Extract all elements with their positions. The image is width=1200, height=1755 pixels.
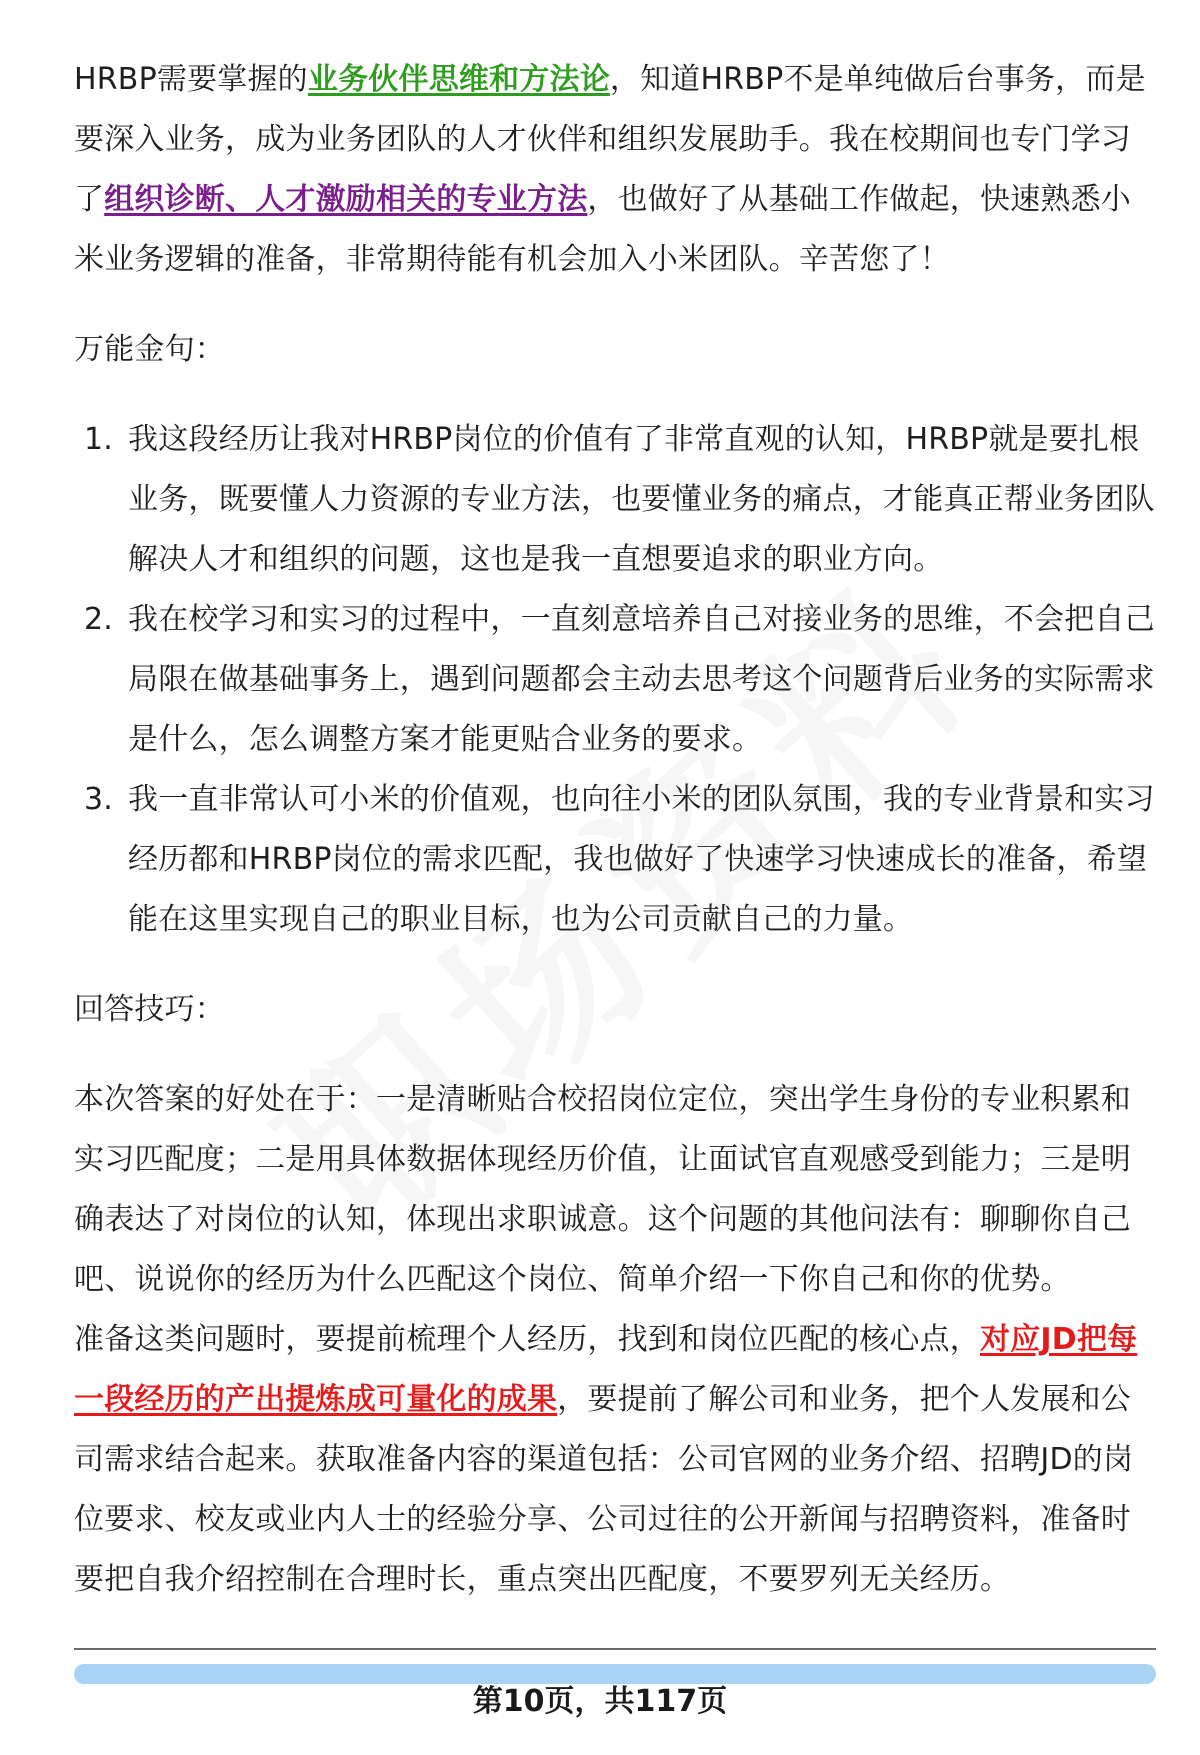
highlight-business-partner: 业务伙伴思维和方法论: [307, 62, 610, 97]
intro-text-2: ，知道HRBP不是单纯做后台事务，而是要深入业务，成为业务团队的人才伙伴和组织发展助手。我在校期间也专门学习了: [74, 62, 1146, 217]
intro-paragraph: [74, 50, 1156, 290]
tips-text-1: 准备这类问题时，要提前梳理个人经历，找到和岗位匹配的核心点，: [74, 1322, 980, 1357]
list-item: [74, 770, 1156, 950]
list-item: [74, 410, 1156, 590]
list-number: 2.: [84, 602, 114, 637]
list-item: [74, 590, 1156, 770]
highlight-professional-methods: 组织诊断、人才激励相关的专业方法: [104, 182, 588, 217]
answer-tips-heading: 回答技巧：: [74, 992, 225, 1027]
document-body: [74, 50, 1156, 1610]
list-item-text: 我这段经历让我对HRBP岗位的价值有了非常直观的认知，HRBP就是要扎根业务，既要懂人力资源的专业方法，也要懂业务的痛点，才能真正帮业务团队解决人才和组织的问题，这也是我一直想要追求的职业方向。: [128, 422, 1155, 577]
tips-text-2: ，要提前了解公司和业务，把个人发展和公司需求结合起来。获取准备内容的渠道包括：公司官网的业务介绍、招聘JD的岗位要求、校友或业内人士的经验分享、公司过往的公开新闻与招聘资料，准备时要把自我介绍控制在合理时长，重点突出匹配度，不要罗列无关经历。: [74, 1382, 1134, 1597]
list-number: 1.: [84, 422, 114, 457]
highlight-quantify-results: 对应JD把每一段经历的产出提炼成可量化的成果: [74, 1322, 1138, 1417]
list-item-text: 我在校学习和实习的过程中，一直刻意培养自己对接业务的思维，不会把自己局限在做基础事务上，遇到问题都会主动去思考这个问题背后业务的实际需求是什么，怎么调整方案才能更贴合业务的要求。: [128, 602, 1155, 757]
tips-paragraph-2: [74, 1310, 1156, 1610]
intro-text-3: ，也做好了从基础工作做起，快速熟悉小米业务逻辑的准备，非常期待能有机会加入小米团队。辛苦您了！: [74, 182, 1132, 277]
list-item-text: 我一直非常认可小米的价值观，也向往小米的团队氛围，我的专业背景和实习经历都和HRBP岗位的需求匹配，我也做好了快速学习快速成长的准备，希望能在这里实现自己的职业目标，也为公司贡献自己的力量。: [128, 782, 1155, 937]
footer-divider: [74, 1648, 1156, 1650]
page-number: 第10页，共117页: [472, 1684, 728, 1719]
intro-text-1: HRBP需要掌握的: [74, 62, 308, 97]
list-number: 3.: [84, 782, 114, 817]
golden-phrases-list: [74, 410, 1156, 950]
golden-phrases-heading: 万能金句：: [74, 332, 225, 367]
tips-paragraph-1: 本次答案的好处在于：一是清晰贴合校招岗位定位，突出学生身份的专业积累和实习匹配度；二是用具体数据体现经历价值，让面试官直观感受到能力；三是明确表达了对岗位的认知，体现出求职诚意。这个问题的其他问法有：聊聊你自己吧、说说你的经历为什么匹配这个岗位、简单介绍一下你自己和你的优势。: [74, 1082, 1131, 1297]
